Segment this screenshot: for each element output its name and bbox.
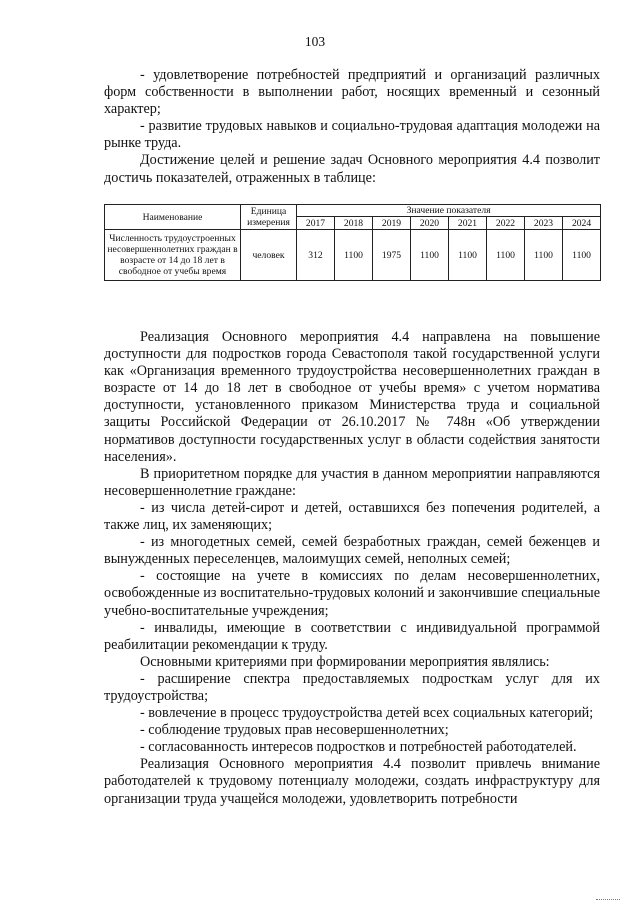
paragraph: - развитие трудовых навыков и социально-трудовая адаптация молодежи на рынке труда. [104, 118, 600, 152]
table-cell-value: 1100 [335, 230, 373, 281]
list-item: - инвалиды, имеющие в соответствии с индивидуальной программой реабилитации рекомендации к труду. [104, 619, 600, 653]
table-cell-value: 1100 [411, 230, 449, 281]
intro-text-block [104, 67, 600, 187]
table-header-year: 2022 [487, 217, 525, 230]
page-number: 103 [304, 34, 326, 49]
scan-mark [596, 899, 620, 901]
table-cell-unit: человек [241, 230, 297, 281]
table-header-year: 2019 [373, 217, 411, 230]
list-item: - согласованность интересов подростков и потребностей работодателей. [140, 739, 577, 756]
table-header-value: Значение показателя [297, 205, 601, 217]
indicators-table [104, 204, 601, 281]
paragraph: - удовлетворение потребностей предприятий и организаций различных форм собственности в выполнении работ, носящих временный и сезонный характер; [104, 67, 600, 118]
table-header-unit: Единица измерения [241, 205, 297, 230]
table-cell-indicator-name: Численность трудоустроенных несовершеннолетних граждан в возрасте от 14 до 18 лет в свободное от учебы время [105, 230, 241, 281]
main-text-block [104, 329, 600, 808]
paragraph: Реализация Основного мероприятия 4.4 позволит привлечь внимание работодателей к трудовому потенциалу молодежи, создать инфраструктуру для организации труда учащейся молодежи, удовлетворить потребности [104, 756, 600, 807]
table-cell-value: 1100 [487, 230, 525, 281]
list-item: - соблюдение трудовых прав несовершеннолетних; [140, 722, 449, 739]
paragraph: В приоритетном порядке для участия в данном мероприятии направляются несовершеннолетние граждане: [104, 465, 600, 499]
table-cell-value: 1975 [373, 230, 411, 281]
paragraph: Реализация Основного мероприятия 4.4 направлена на повышение доступности для подростков города Севастополя такой государственной услуги как «Организация временного трудоустройства несовершеннолетних граждан в возрасте от 14 до 18 лет в свободное от учебы время» с учетом норматива доступности, установленного приказом Министерства труда и социальной защиты Российской Федерации от 26.10.2017 № 748н «Об утверждении нормативов доступности государственных услуг в области содействия занятости населения». [104, 329, 600, 465]
table-cell-value: 1100 [525, 230, 563, 281]
table-cell-value: 1100 [449, 230, 487, 281]
list-item: - расширение спектра предоставляемых подросткам услуг для их трудоустройства; [104, 670, 600, 704]
list-item: - из многодетных семей, семей безработных граждан, семей беженцев и вынужденных переселенцев, малоимущих семей, неполных семей; [104, 534, 600, 568]
table-cell-value: 1100 [563, 230, 601, 281]
table-header-year: 2020 [411, 217, 449, 230]
table-header-year: 2021 [449, 217, 487, 230]
list-item: - состоящие на учете в комиссиях по делам несовершеннолетних, освобожденные из воспитательно-трудовых колоний и закончившие специальные учебно-воспитательные учреждения; [104, 568, 601, 619]
table-row [105, 230, 601, 281]
paragraph: Основными критериями при формировании мероприятия являлись: [140, 653, 550, 670]
table-header-year: 2024 [563, 217, 601, 230]
paragraph: Достижение целей и решение задач Основного мероприятия 4.4 позволит достичь показателей, отраженных в таблице: [104, 152, 600, 186]
table-header-name: Наименование [105, 205, 241, 230]
table-header-year: 2023 [525, 217, 563, 230]
list-item: - вовлечение в процесс трудоустройства детей всех социальных категорий; [140, 705, 594, 722]
table-header-year: 2017 [297, 217, 335, 230]
table-header-year: 2018 [335, 217, 373, 230]
list-item: - из числа детей-сирот и детей, оставшихся без попечения родителей, а также лиц, их заменяющих; [104, 499, 600, 534]
table-cell-value: 312 [297, 230, 335, 281]
